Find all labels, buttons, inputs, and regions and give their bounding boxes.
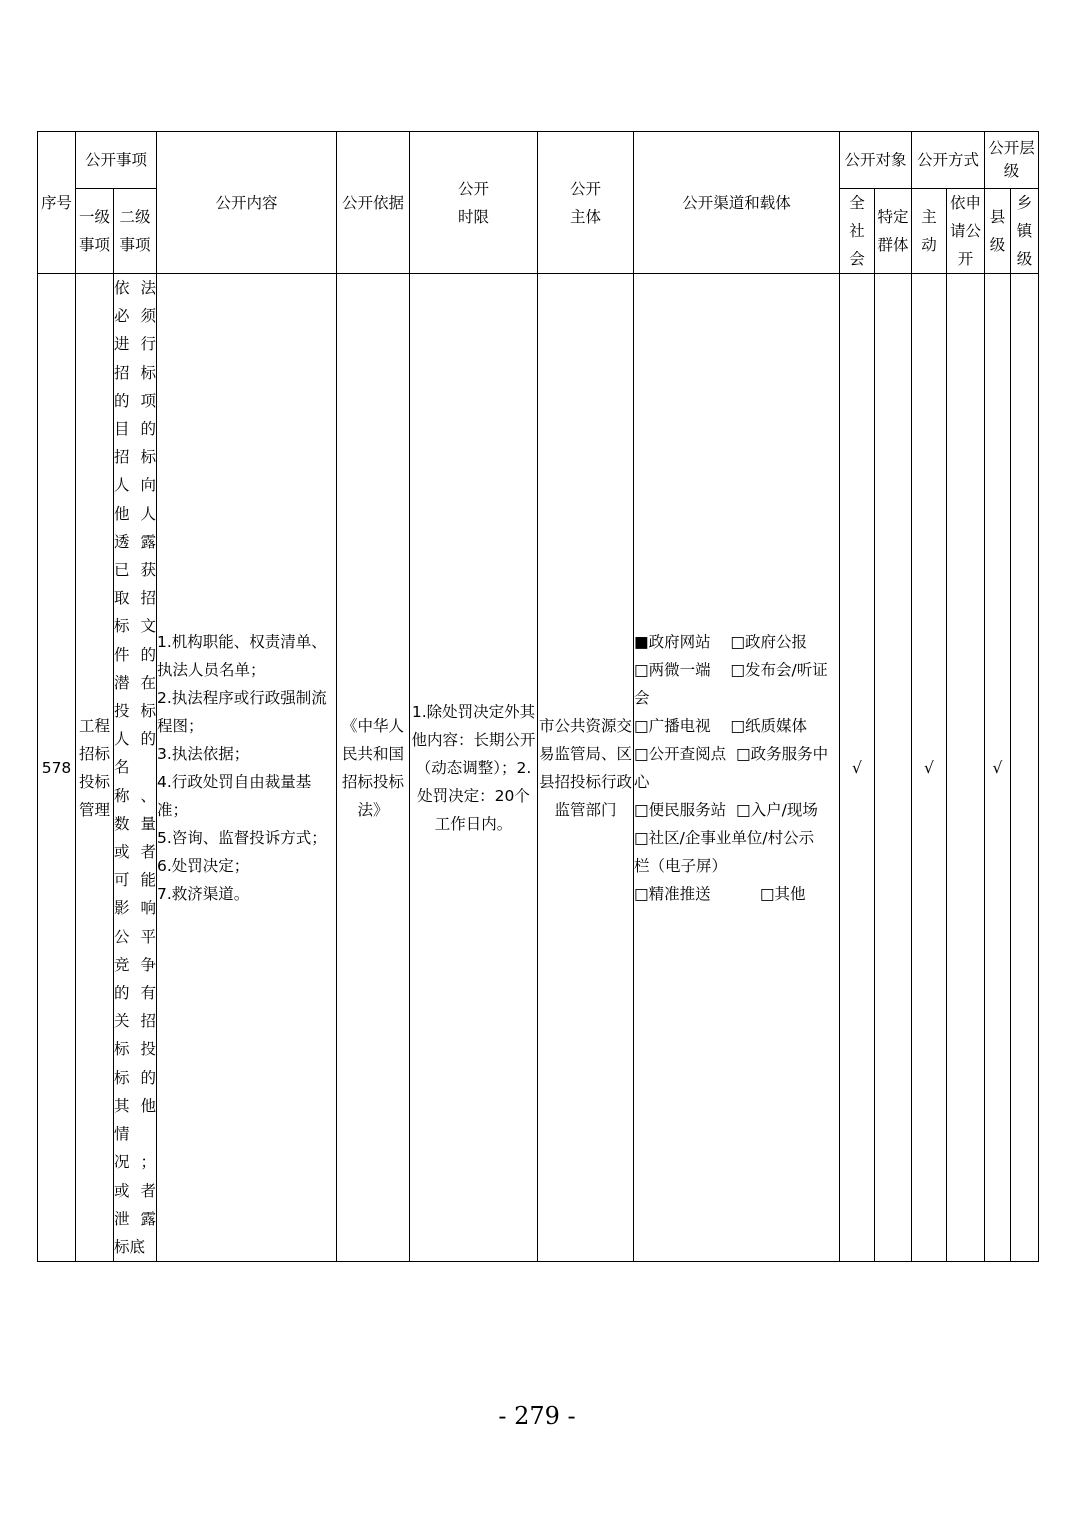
content-line: 2.执法程序或行政强制流 [157,688,327,707]
basis-line: 招标投标 [341,772,404,791]
level2-line: 标 投 [114,1040,156,1059]
header-target: 公开对象 [840,132,912,189]
header-channel: 公开渠道和载体 [634,132,840,274]
channel-line: 心 [634,772,650,791]
row-channel [634,274,840,1262]
channel-line: 会 [634,688,650,707]
row-method-active: √ [912,274,947,1262]
level2-line: 竞 争 [114,955,156,974]
header-content: 公开内容 [157,132,337,274]
level2-line: 影 响 [114,899,156,918]
level2-line: 可 能 [114,871,156,890]
level2-line: 他 人 [114,504,156,523]
page-number: - 279 - [498,1402,576,1430]
time-limit-line: 其他内容：长期公 [411,702,536,749]
channel-line: □广播电视 □纸质媒体 [634,716,807,735]
header-level1: 一级 事项 [76,189,114,274]
row-content [157,274,337,1262]
subject-line: 行政监管部 [554,772,633,819]
level2-line: 人 的 [114,730,156,749]
level2-line: 情 [114,1125,130,1144]
row-time-limit [410,274,538,1262]
level2-line: 名 [114,758,130,777]
level2-line: 其 他 [114,1096,156,1115]
header-method-active: 主 动 [912,189,947,274]
header-seq: 序号 [38,132,76,274]
content-line: 1.机构职能、权责清单、 [157,632,327,651]
level2-line: 目 的 [114,420,156,439]
header-method-apply: 依申 请公 开 [947,189,985,274]
header-level-group: 公开层 级 [985,132,1039,189]
level2-line: 透 露 [114,532,156,551]
level2-line: 的 项 [114,391,156,410]
header-target-all: 全 社 会 [840,189,875,274]
row-level-county: √ [985,274,1011,1262]
content-line: 5.咨询、监督投诉方式； [157,828,327,847]
level2-line: 进 行 [114,335,156,354]
level2-line: 取 招 [114,589,156,608]
header-target-specific: 特定 群体 [875,189,912,274]
basis-line: 法》 [357,800,389,819]
content-line: 准； [157,800,189,819]
level2-line: 人 向 [114,476,156,495]
basis-line: 《中华人 [341,716,404,735]
level2-line: 公 平 [114,927,156,946]
level2-line: 依 法 [114,279,156,297]
subject-line: 市公共资源 [538,716,617,735]
channel-line: □两微一端 □发布会/听证 [634,660,828,679]
channel-line: □社区/企事业单位/村公示 [634,828,815,847]
time-limit-line: 开（动态调整）； [415,730,536,777]
level2-line: 必 须 [114,307,156,326]
row-level1: 工程 招标 投标 管理 [76,274,114,1262]
time-limit-line: 2.处罚决定：20 [417,758,532,805]
header-level-county: 县 级 [985,189,1011,274]
time-limit-line: 个工作日内。 [434,786,530,833]
row-target-specific [875,274,912,1262]
row-target-all: √ [840,274,875,1262]
time-limit-line: 1.除处罚决定外 [411,702,520,721]
level2-line: 或 者 [114,1181,156,1200]
header-method: 公开方式 [912,132,985,189]
level2-line: 已 获 [114,561,156,580]
content-line: 6.处罚决定； [157,856,250,875]
channel-line: □便民服务站 □入户/现场 [634,800,818,819]
level2-line: 的 有 [114,984,156,1003]
subject-line: 交易监管局、 [538,716,633,763]
level2-line: 数 量 [114,814,156,833]
content-line: 4.行政处罚自由裁量基 [157,772,312,791]
row-method-apply [947,274,985,1262]
channel-line: □精准推送 □其他 [634,884,806,903]
level2-line: 件 的 [114,645,156,664]
content-line: 程图； [157,716,204,735]
content-line: 7.救济渠道。 [157,884,250,903]
channel-line: ■政府网站 □政府公报 [634,632,807,651]
header-subject: 公开 主体 [538,132,634,274]
level2-line: 或 者 [114,843,156,862]
header-level-town: 乡 镇 级 [1011,189,1039,274]
level2-line: 标 的 [114,1068,156,1087]
level2-line: 标底 [114,1237,146,1256]
header-level2: 二级 事项 [114,189,157,274]
row-basis [337,274,410,1262]
row-level2 [114,274,157,1262]
level2-line: 况 ； [114,1153,156,1172]
basis-line: 民共和国 [341,744,404,763]
row-subject [538,274,634,1262]
level2-line: 称 、 [114,786,156,805]
subject-line: 门 [601,800,617,819]
table-row [38,274,1039,1262]
header-public-items: 公开事项 [76,132,157,189]
row-level-town [1011,274,1039,1262]
header-time-limit: 公开 时限 [410,132,538,274]
row-seq: 578 [38,274,76,1262]
level2-line: 关 招 [114,1012,156,1031]
level2-line: 招 标 [114,363,156,382]
level2-line: 潜 在 [114,673,156,692]
channel-line: 栏（电子屏） [634,856,728,875]
level2-line: 投 标 [114,702,156,721]
level2-line: 标 文 [114,617,156,636]
header-basis: 公开依据 [337,132,410,274]
subject-line: 区县招投标 [538,744,633,791]
content-line: 执法人员名单； [157,660,266,679]
disclosure-table [37,131,1039,1262]
level2-line: 招 标 [114,448,156,467]
level2-line: 泄 露 [114,1209,156,1228]
content-line: 3.执法依据； [157,744,250,763]
channel-line: □公开查阅点 □政务服务中 [634,744,829,763]
